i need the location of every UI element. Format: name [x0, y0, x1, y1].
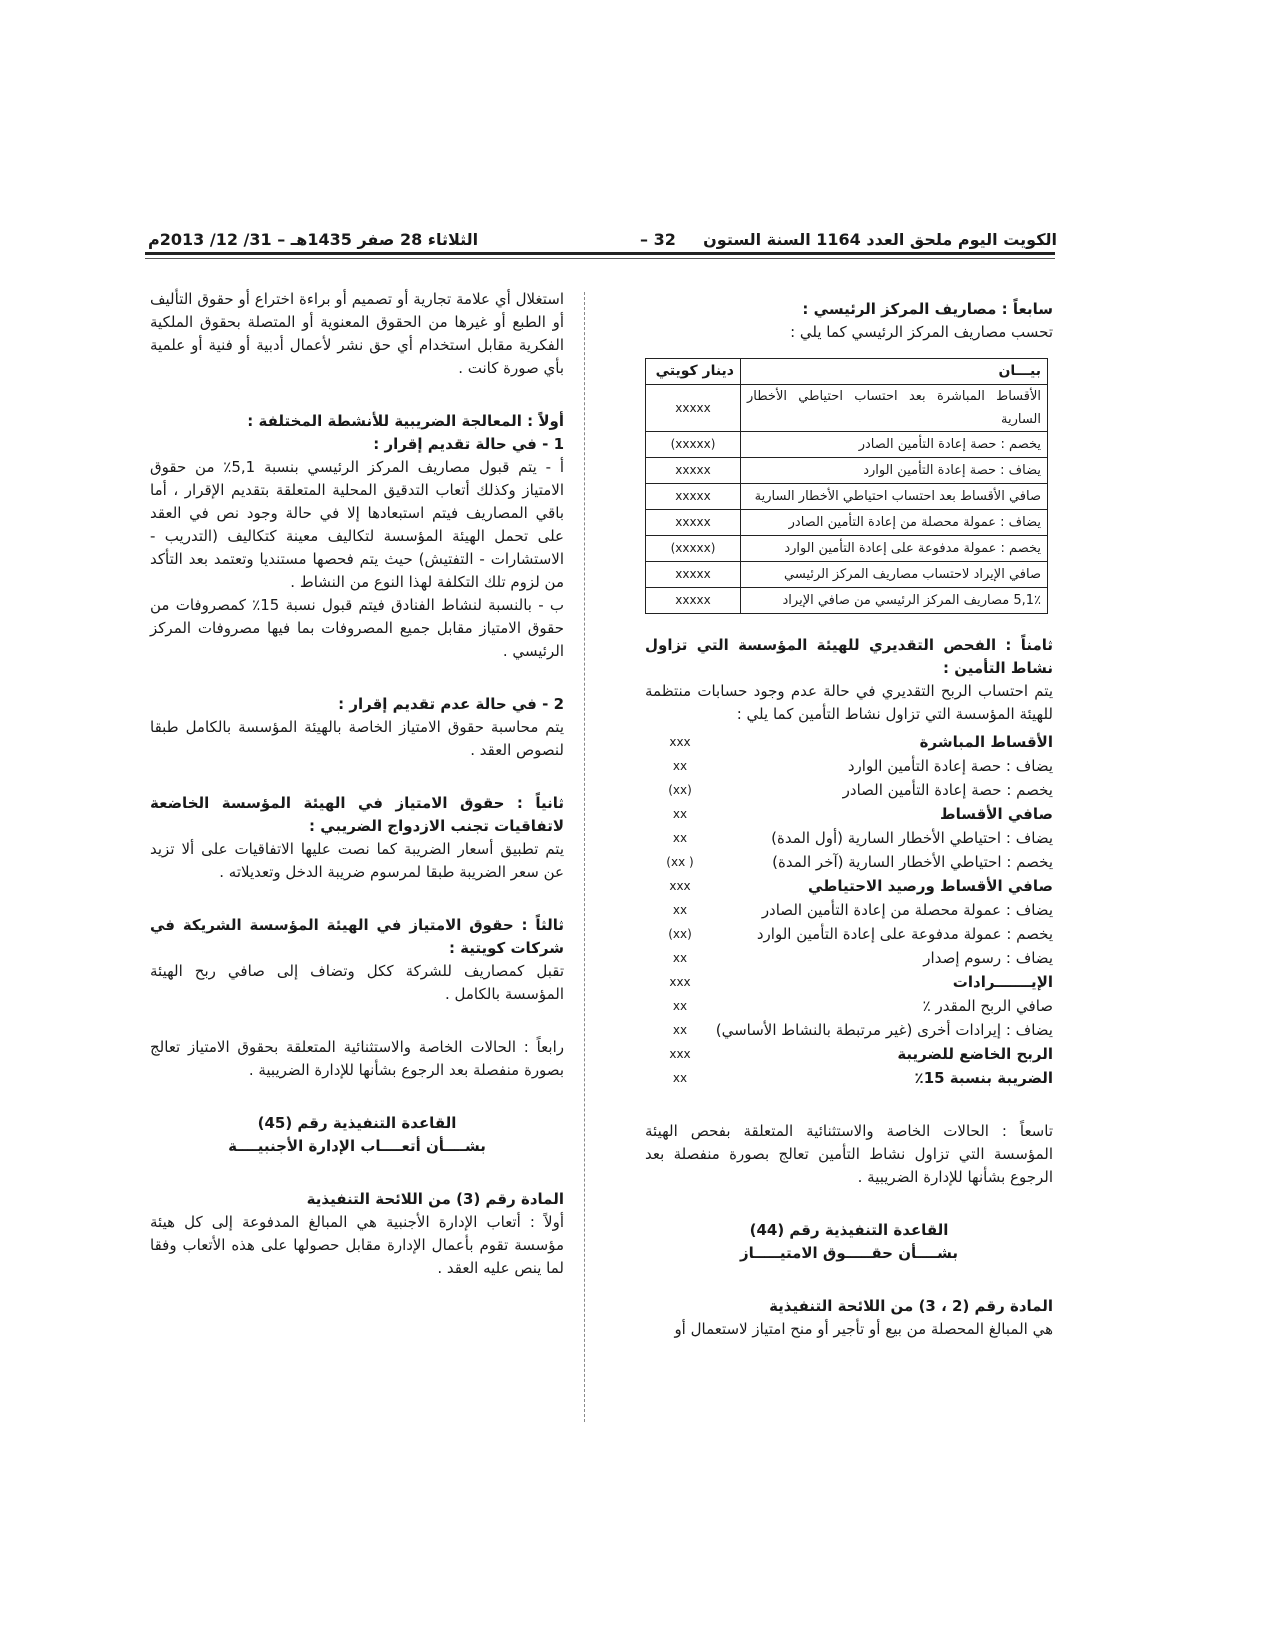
row-amount: xxxxx — [646, 484, 741, 510]
row-label: الأقساط المباشرة بعد احتساب احتياطي الأخطار السارية — [741, 385, 1048, 432]
row-label: صافي الأقساط بعد احتساب احتياطي الأخطار السارية — [741, 484, 1048, 510]
statement-value: xx — [672, 1071, 688, 1085]
case-2-paragraph: يتم محاسبة حقوق الامتياز الخاصة بالهيئة المؤسسة بالكامل طبقا لنصوص العقد . — [150, 718, 564, 759]
statement-value: xx — [672, 759, 688, 773]
row-amount: (xxxxx) — [646, 536, 741, 562]
statement-label: الضريبة بنسبة 15٪ — [914, 1069, 1053, 1087]
table-row — [646, 385, 1048, 432]
statement-value: xx — [672, 1023, 688, 1037]
first-section-title: أولاً : المعالجة الضريبية للأنشطة المختلفة : — [247, 412, 564, 430]
case-1-a-paragraph: أ - يتم قبول مصاريف المركز الرئيسي بنسبة 5,1٪ من حقوق الامتياز وكذلك أتعاب التدقيق المحلية المتعلقة بتقديم الإقرار ، أما باقي المصاريف فيتم استبعادها إلا في حالة وجود نص في العقد على تحمل الهيئة المؤسسة لتكاليف معينة كتكاليف (التدريب - الاستشارات - التفتيش) حيث يتم فحصها مستنديا وتعتمد بعد التأكد من لزوم تلك التكلفة لهذا النوع من النشاط . — [150, 458, 564, 591]
rule-45-title: القاعدة التنفيذية رقم (45) — [257, 1114, 457, 1132]
statement-row — [645, 850, 1053, 874]
statement-value: xx — [672, 999, 688, 1013]
statement-value: xx — [672, 807, 688, 821]
statement-label: يخصم : عمولة مدفوعة على إعادة التأمين الوارد — [756, 925, 1053, 943]
page-number: – 32 — [640, 230, 676, 249]
statement-label: صافي الربح المقدر ٪ — [922, 997, 1053, 1015]
left-column — [150, 288, 564, 1280]
section-ninth-paragraph: تاسعاً : الحالات الخاصة والاستثنائية المتعلقة بفحص الهيئة المؤسسة التي تزاول نشاط التأمين تعالج بصورة منفصلة بعد الرجوع بشأنها للإدارة الضريبية . — [645, 1122, 1053, 1186]
statement-label: يضاف : حصة إعادة التأمين الوارد — [847, 757, 1053, 775]
column-divider — [584, 292, 585, 1422]
statement-value: xx — [672, 903, 688, 917]
statement-row — [645, 1066, 1053, 1090]
row-label: صافي الإيراد لاحتساب مصاريف المركز الرئيسي — [741, 562, 1048, 588]
estimated-profit-statement — [645, 730, 1053, 1090]
gazette-title: الكويت اليوم ملحق العدد 1164 السنة الستون — [703, 230, 1057, 249]
row-amount: xxxxx — [646, 510, 741, 536]
row-label: يخصم : حصة إعادة التأمين الصادر — [741, 432, 1048, 458]
statement-label: يضاف : رسوم إصدار — [923, 949, 1053, 967]
statement-label: صافي الأقساط ورصيد الاحتياطي — [808, 877, 1053, 895]
statement-row — [645, 1018, 1053, 1042]
statement-row — [645, 1042, 1053, 1066]
case-1-b-paragraph: ب - بالنسبة لنشاط الفنادق فيتم قبول نسبة 15٪ كمصروفات من حقوق الامتياز مقابل جميع المصروفات بما فيها مصروفات المركز الرئيسي . — [150, 596, 564, 660]
section-seventh-intro: تحسب مصاريف المركز الرئيسي كما يلي : — [790, 323, 1053, 341]
table-row — [646, 458, 1048, 484]
third-section-paragraph: تقبل كمصاريف للشركة ككل وتضاف إلى صافي ربح الهيئة المؤسسة بالكامل . — [150, 962, 564, 1003]
third-section-title: ثالثاً : حقوق الامتياز في الهيئة المؤسسة الشريكة في شركات كويتية : — [150, 916, 564, 957]
article-3-title: المادة رقم (3) من اللائحة التنفيذية — [306, 1190, 564, 1208]
header-rule-thin — [145, 258, 1055, 259]
statement-row — [645, 826, 1053, 850]
statement-label: يضاف : عمولة محصلة من إعادة التأمين الصادر — [761, 901, 1053, 919]
table-header-row — [646, 359, 1048, 385]
fourth-section-paragraph: رابعاً : الحالات الخاصة والاستثنائية المتعلقة بحقوق الامتياز تعالج بصورة منفصلة بعد الرجوع بشأنها للإدارة الضريبية . — [150, 1038, 564, 1079]
rule-44-title: القاعدة التنفيذية رقم (44) — [749, 1221, 949, 1239]
head-office-expenses-table — [645, 358, 1048, 614]
statement-value: xxx — [669, 975, 691, 989]
statement-label: الربح الخاضع للضريبة — [897, 1045, 1053, 1063]
statement-value: (xx ) — [666, 855, 694, 869]
statement-value: (xx) — [668, 783, 692, 797]
rule-44-subtitle: بشــــأن حقـــــوق الامتيـــــاز — [739, 1244, 959, 1262]
statement-row — [645, 754, 1053, 778]
statement-value: (xx) — [668, 927, 692, 941]
statement-row — [645, 730, 1053, 754]
table-row — [646, 510, 1048, 536]
case-2-title: 2 - في حالة عدم تقديم إقرار : — [338, 695, 564, 713]
row-amount: xxxxx — [646, 562, 741, 588]
row-amount: xxxxx — [646, 588, 741, 614]
statement-label: يضاف : احتياطي الأخطار السارية (أول المدة) — [771, 829, 1053, 847]
row-amount: (xxxxx) — [646, 432, 741, 458]
row-label: يضاف : عمولة محصلة من إعادة التأمين الصادر — [741, 510, 1048, 536]
article-2-3-paragraph: هي المبالغ المحصلة من بيع أو تأجير أو منح امتياز لاستعمال أو — [674, 1320, 1053, 1338]
case-1-title: 1 - في حالة تقديم إقرار : — [373, 435, 564, 453]
table-row — [646, 484, 1048, 510]
statement-row — [645, 994, 1053, 1018]
row-label: 5,1٪ مصاريف المركز الرئيسي من صافي الإيراد — [741, 588, 1048, 614]
table-row — [646, 588, 1048, 614]
statement-row — [645, 898, 1053, 922]
table-row — [646, 562, 1048, 588]
statement-label: صافي الأقساط — [940, 805, 1053, 823]
row-amount: xxxxx — [646, 385, 741, 432]
continued-paragraph: استغلال أي علامة تجارية أو تصميم أو براءة اختراع أو حقوق التأليف أو الطبع أو غيرها من الحقوق المعنوية أو المتصلة بحقوق الملكية الفكرية مقابل استخدام أي حق نشر لأعمال أدبية أو فنية أو علمية بأي صورة كانت . — [150, 290, 564, 377]
statement-value: xxx — [669, 735, 691, 749]
table-row — [646, 536, 1048, 562]
rule-45-subtitle: بشــــأن أتعــــاب الإدارة الأجنبيــــة — [228, 1137, 486, 1155]
statement-label: يخصم : حصة إعادة التأمين الصادر — [842, 781, 1053, 799]
section-eighth-title: ثامناً : الفحص التقديري للهيئة المؤسسة التي تزاول نشاط التأمين : — [645, 636, 1053, 677]
statement-label: الإيـــــــرادات — [952, 973, 1053, 991]
statement-value: xx — [672, 831, 688, 845]
column-header-amount: دينار كويتي — [646, 359, 741, 385]
statement-label: يضاف : إيرادات أخرى (غير مرتبطة بالنشاط الأساسي) — [715, 1021, 1053, 1039]
statement-row — [645, 970, 1053, 994]
statement-label: الأقساط المباشرة — [919, 733, 1053, 751]
column-header-statement: بيـــان — [741, 359, 1048, 385]
statement-label: يخصم : احتياطي الأخطار السارية (آخر المدة) — [772, 853, 1053, 871]
statement-value: xxx — [669, 879, 691, 893]
statement-value: xxx — [669, 1047, 691, 1061]
row-label: يضاف : حصة إعادة التأمين الوارد — [741, 458, 1048, 484]
statement-value: xx — [672, 951, 688, 965]
statement-row — [645, 946, 1053, 970]
statement-row — [645, 802, 1053, 826]
article-2-3-title: المادة رقم (2 ، 3) من اللائحة التنفيذية — [769, 1297, 1053, 1315]
section-seventh-title: سابعاً : مصاريف المركز الرئيسي : — [802, 300, 1053, 318]
row-amount: xxxxx — [646, 458, 741, 484]
second-section-paragraph: يتم تطبيق أسعار الضريبة كما نصت عليها الاتفاقيات على ألا تزيد عن سعر الضريبة طبقا لمرسوم ضريبة الدخل وتعديلاته . — [150, 840, 564, 881]
section-eighth-paragraph: يتم احتساب الربح التقديري في حالة عدم وجود حسابات منتظمة للهيئة المؤسسة التي تزاول نشاط التأمين كما يلي : — [645, 682, 1053, 723]
row-label: يخصم : عمولة مدفوعة على إعادة التأمين الوارد — [741, 536, 1048, 562]
right-column — [645, 288, 1053, 1341]
issue-date: الثلاثاء 28 صفر 1435هـ – 31/ 12/ 2013م — [148, 230, 479, 249]
second-section-title: ثانياً : حقوق الامتياز في الهيئة المؤسسة الخاضعة لاتفاقيات تجنب الازدواج الضريبي : — [150, 794, 564, 835]
table-row — [646, 432, 1048, 458]
statement-row — [645, 874, 1053, 898]
statement-row — [645, 922, 1053, 946]
header-rule-thick — [145, 252, 1055, 255]
article-3-paragraph: أولاً : أتعاب الإدارة الأجنبية هي المبالغ المدفوعة إلى كل هيئة مؤسسة تقوم بأعمال الإدارة مقابل حصولها على هذه الأتعاب وفقا لما ينص عليه العقد . — [150, 1213, 564, 1277]
statement-row — [645, 778, 1053, 802]
